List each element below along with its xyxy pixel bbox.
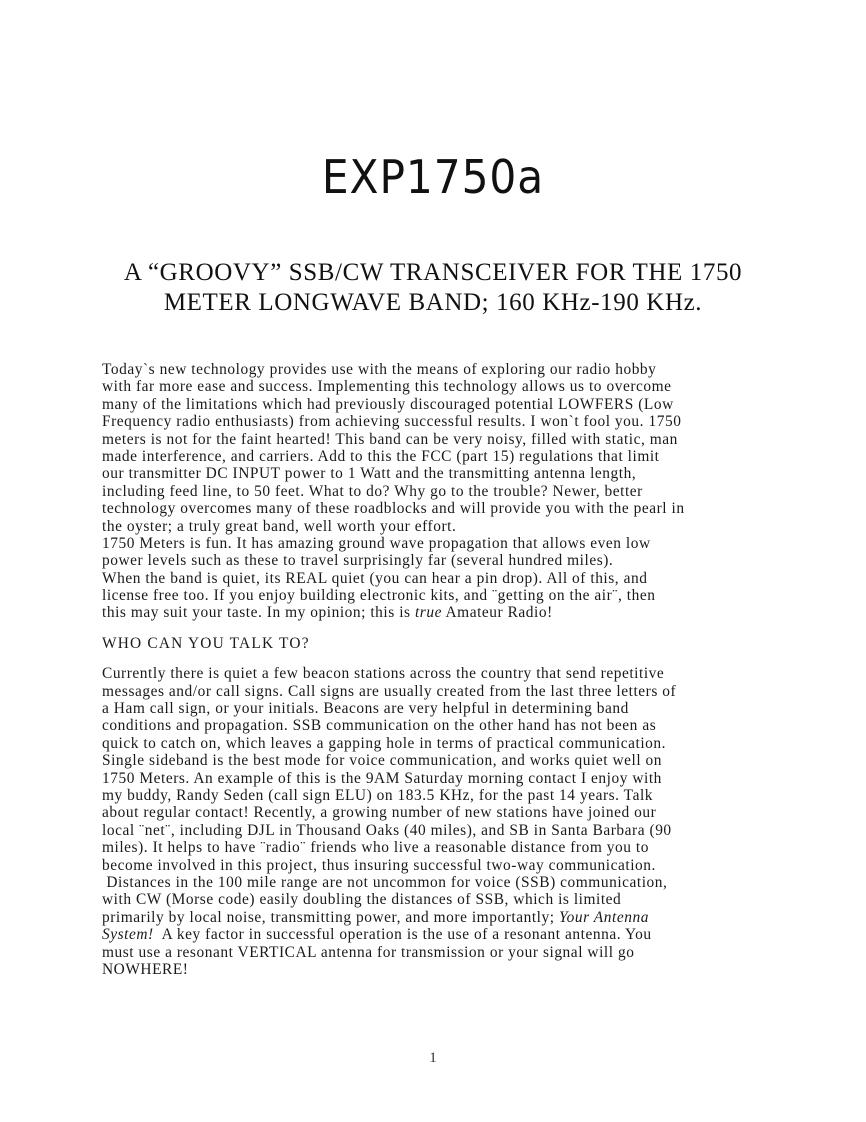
document-body [102, 361, 842, 978]
text-line: the oyster; a truly great band, well worth your effort. [102, 517, 457, 535]
document-subtitle [0, 258, 866, 318]
text-line: Distances in the 100 mile range are not uncommon for voice (SSB) communication, [102, 873, 668, 891]
text-line: NOWHERE! [102, 960, 189, 978]
document-title: EXP1750a [321, 150, 545, 204]
text-line [102, 909, 842, 926]
text-line: with CW (Morse code) easily doubling the distances of SSB, which is limited [102, 891, 622, 909]
subtitle-line: A “GROOVY” SSB/CW TRANSCEIVER FOR THE 1750 [123, 259, 743, 286]
text-line: meters is not for the faint hearted! This band can be very noisy, filled with static, man [102, 430, 678, 448]
emphasis-text: true [414, 604, 442, 622]
text-line: about regular contact! Recently, a growing number of new stations have joined our [102, 804, 657, 822]
text-line: power levels such as these to travel surprisingly far (several hundred miles). [102, 552, 614, 570]
section-paragraph [102, 665, 842, 978]
text-line: including feed line, to 50 feet. What to do? Why go to the trouble? Newer, better [102, 482, 643, 500]
text-line: my buddy, Randy Seden (call sign ELU) on 183.5 KHz, for the past 14 years. Talk [102, 786, 654, 804]
text-line: local ¨net¨, including DJL in Thousand Oaks (40 miles), and SB in Santa Barbara (90 [102, 821, 672, 839]
text-line: our transmitter DC INPUT power to 1 Watt and the transmitting antenna length, [102, 465, 637, 483]
text-line: Currently there is quiet a few beacon stations across the country that send repetitive [102, 665, 665, 683]
text-line [102, 926, 842, 943]
text-line: license free too. If you enjoy building electronic kits, and ¨getting on the air¨, then [102, 587, 656, 605]
text-run: this may suit your taste. In my opinion; this is [102, 604, 415, 622]
text-run: A key factor in successful operation is the use of a resonant antenna. You [153, 926, 652, 944]
text-line: Today`s new technology provides use with the means of exploring our radio hobby [102, 361, 657, 378]
text-line: many of the limitations which had previously discouraged potential LOWFERS (Low [102, 395, 674, 413]
text-line: made interference, and carriers. Add to this the FCC (part 15) regulations that limit [102, 447, 660, 465]
subtitle-line: METER LONGWAVE BAND; 160 KHz-190 KHz. [163, 289, 703, 316]
text-run: primarily by local noise, transmitting power, and more importantly; [102, 908, 559, 926]
text-line: Single sideband is the best mode for voice communication, and works quiet well on [102, 752, 663, 770]
page-number: 1 [429, 1050, 437, 1066]
text-run: Amateur Radio! [441, 604, 553, 622]
emphasis-text: System! [102, 926, 154, 944]
emphasis-text: Your Antenna [558, 908, 649, 926]
text-line: miles). It helps to have ¨radio¨ friends who live a reasonable distance from you to [102, 839, 649, 857]
text-line: Frequency radio enthusiasts) from achieving successful results. I won`t fool you. 1750 [102, 413, 682, 431]
text-line: 1750 Meters. An example of this is the 9AM Saturday morning contact I enjoy with [102, 769, 662, 787]
text-line: quick to catch on, which leaves a gapping hole in terms of practical communication. [102, 734, 667, 752]
text-line [102, 604, 842, 621]
text-line: When the band is quiet, its REAL quiet (you can hear a pin drop). All of this, and [102, 569, 648, 587]
text-line: 1750 Meters is fun. It has amazing ground wave propagation that allows even low [102, 534, 651, 552]
text-line: with far more ease and success. Implementing this technology allows us to overcome [102, 378, 672, 396]
text-line: must use a resonant VERTICAL antenna for transmission or your signal will go [102, 943, 635, 961]
text-line: become involved in this project, thus insuring successful two-way communication. [102, 856, 656, 874]
text-line: technology overcomes many of these roadblocks and will provide you with the pearl in [102, 500, 685, 518]
section-heading: WHO CAN YOU TALK TO? [102, 634, 310, 652]
text-line: conditions and propagation. SSB communication on the other hand has not been as [102, 717, 657, 735]
intro-paragraph [102, 361, 842, 622]
text-line: messages and/or call signs. Call signs are usually created from the last three letters of [102, 682, 677, 700]
text-line: a Ham call sign, or your initials. Beacons are very helpful in determining band [102, 700, 629, 718]
